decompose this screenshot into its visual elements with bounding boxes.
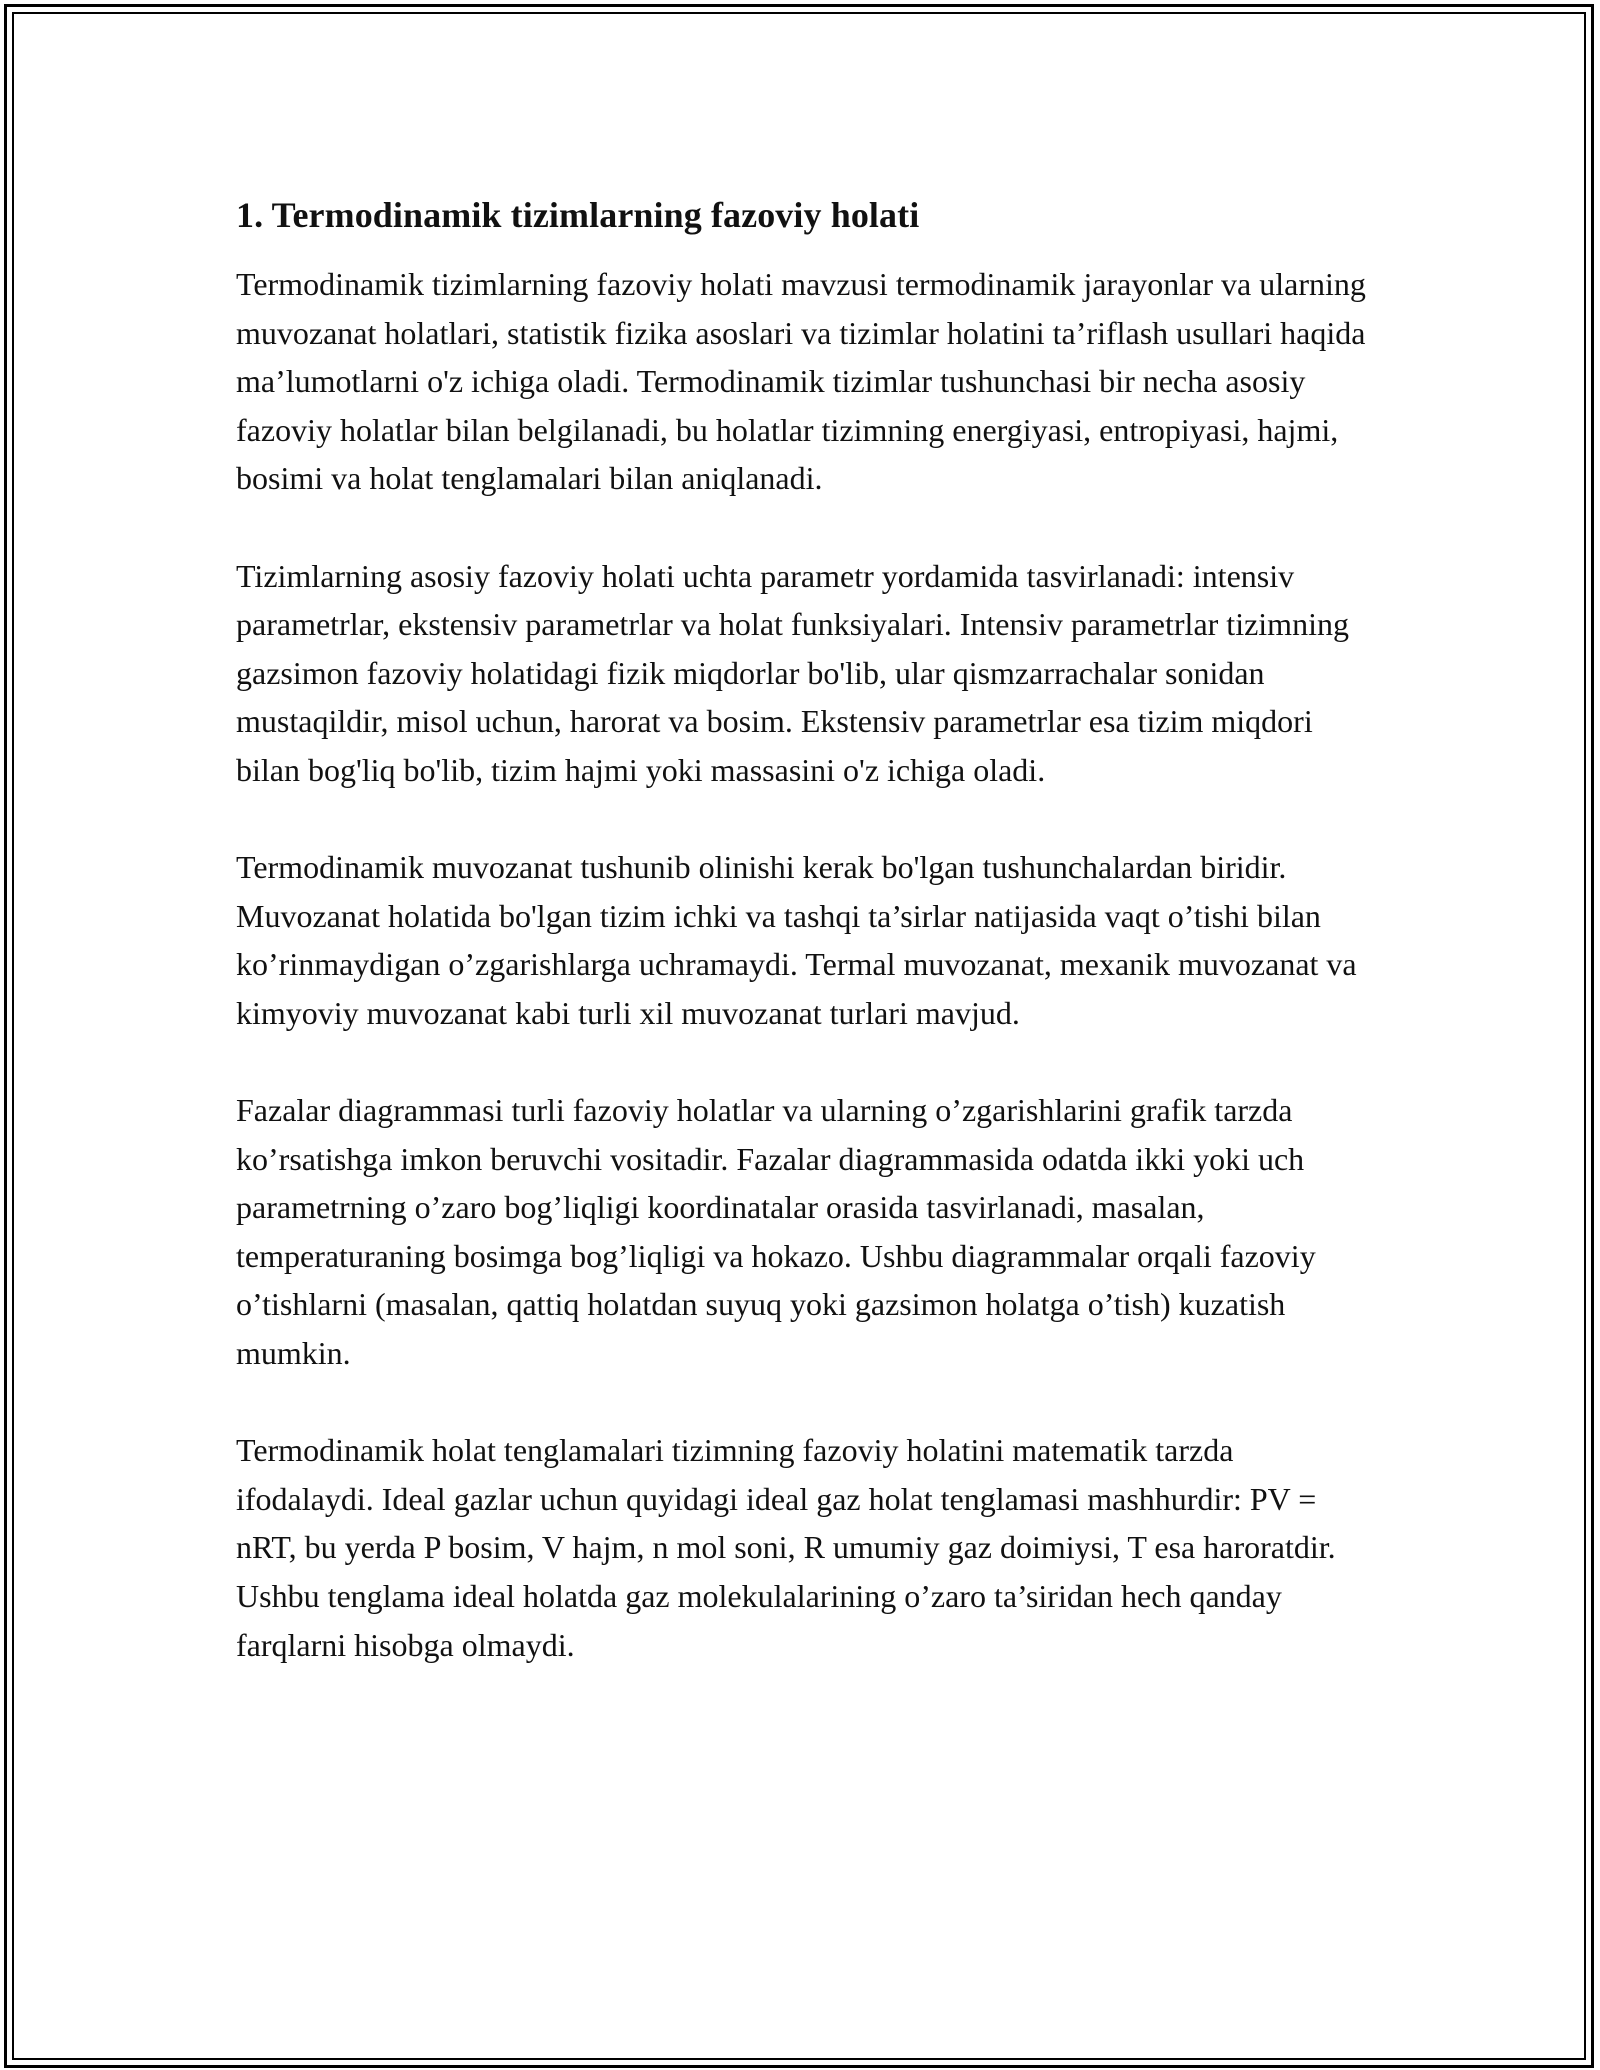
page-title: 1. Termodinamik tizimlarning fazoviy holati xyxy=(236,195,920,235)
paragraph-parameters: Tizimlarning asosiy fazoviy holati uchta parametr yordamida tasvirlanadi: intensiv parametrlar, ekstensiv parametrlar va holat funksiyalari. Intensiv parametrlar tizimning gazsimon fazoviy holatidagi fizik miqdorlar bo'lib, ular qismzarrachalar sonidan mustaqildir, misol uchun, harorat va bosim. Ekstensiv parametrlar esa tizim miqdori bilan bog'liq bo'lib, tizim hajmi yoki massasini o'z ichiga oladi. xyxy=(236,557,1349,788)
paragraph-phase-diagram: Fazalar diagrammasi turli fazoviy holatlar va ularning o’zgarishlarini grafik tarzda ko’rsatishga imkon beruvchi vositadir. Fazalar diagrammasida odatda ikki yoki uch parametrning o’zaro bog’liqligi koordinatalar orasida tasvirlanadi, masalan, temperaturaning bosimga bog’liqligi va hokazo. Ushbu diagrammalar orqali fazoviy o’tishlarni (masalan, qattiq holatdan suyuq yoki gazsimon holatga o’tish) kuzatish mumkin. xyxy=(236,1092,1316,1372)
paragraph-equilibrium: Termodinamik muvozanat tushunib olinishi kerak bo'lgan tushunchalardan biridir. Muvozanat holatida bo'lgan tizim ichki va tashqi ta’sirlar natijasida vaqt o’tishi bilan ko’rinmaydigan o’zgarishlarga uchramaydi. Termal muvozanat, mexanik muvozanat va kimyoviy muvozanat kabi turli xil muvozanat turlari mavjud. xyxy=(236,849,1357,1031)
paragraph-intro: Termodinamik tizimlarning fazoviy holati mavzusi termodinamik jarayonlar va ularning muvozanat holatlari, statistik fizika asoslari va tizimlar holatini ta’riflash usullari haqida ma’lumotlarni o'z ichiga oladi. Termodinamik tizimlar tushunchasi bir necha asosiy fazoviy holatlar bilan belgilanadi, bu holatlar tizimning energiyasi, entropiyasi, hajmi, bosimi va holat tenglamalari bilan aniqlanadi. xyxy=(236,266,1366,497)
paragraph-state-equations: Termodinamik holat tenglamalari tizimning fazoviy holatini matematik tarzda ifodalaydi. Ideal gazlar uchun quyidagi ideal gaz holat tenglamasi mashhurdir: PV = nRT, bu yerda P bosim, V hajm, n mol soni, R umumiy gaz doimiysi, T esa haroratdir. Ushbu tenglama ideal holatda gaz molekulalarining o’zaro ta’siridan hech qanday farqlarni hisobga olmaydi. xyxy=(236,1432,1336,1663)
document-body xyxy=(236,188,1376,1669)
